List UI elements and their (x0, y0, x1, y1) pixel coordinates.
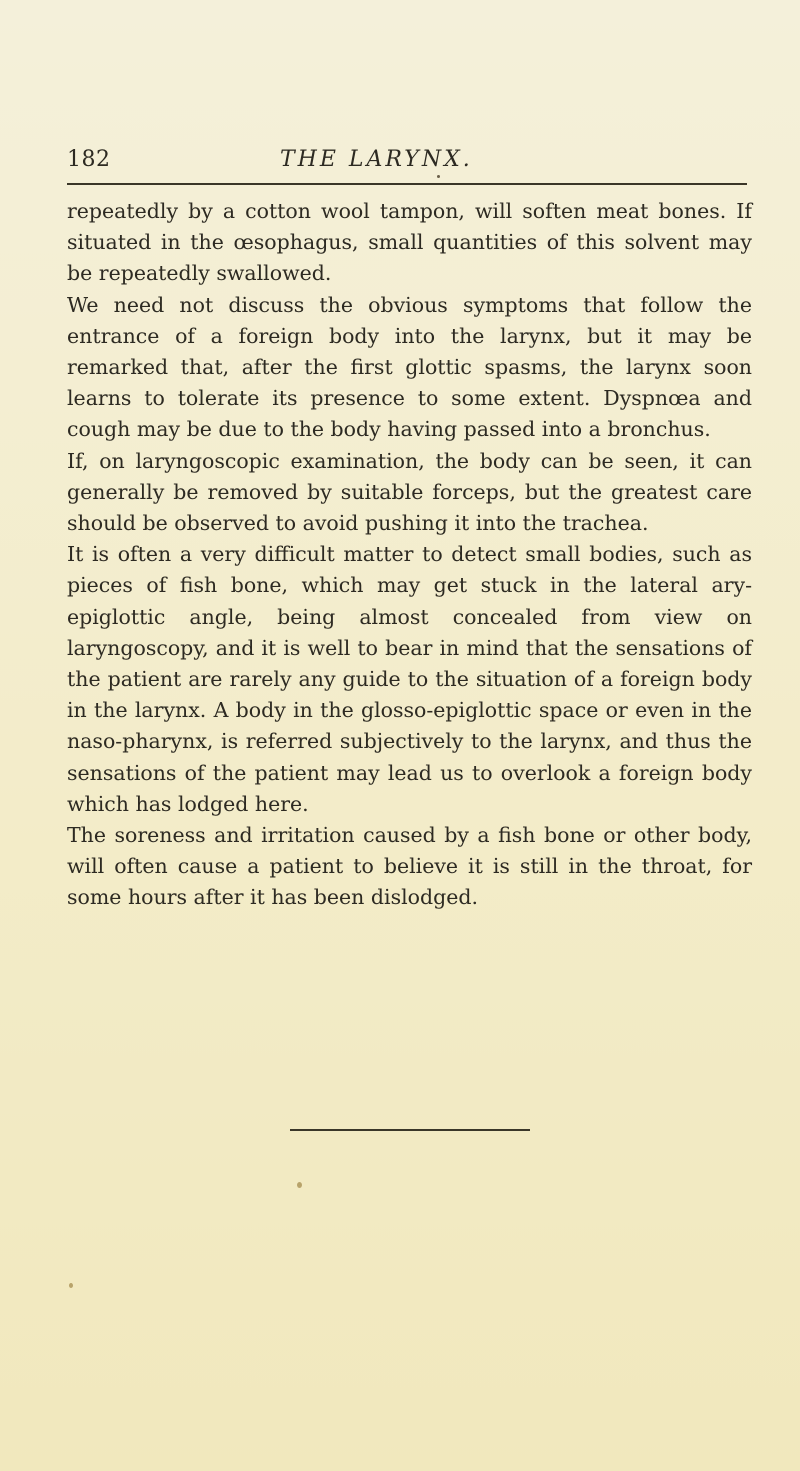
paragraph: It is often a very difficult matter to detect small bodies, such as pieces of fish bone, which may get stuck in the lateral ary-epiglottic angle, being almost concealed from view on laryngoscopy, and it is well to bear in mind that the sensations of the patient are rarely any guide to the situation of a foreign body in the larynx. A body in the glosso-epiglottic space or even in the naso-pharynx, is referred subjectively to the larynx, and thus the sensations of the patient may lead us to overlook a foreign body which has lodged here. (67, 542, 752, 816)
page-number: 182 (67, 147, 111, 172)
paper-speck (437, 175, 440, 178)
chapter-end-rule (290, 1129, 530, 1131)
paragraph: The soreness and irritation caused by a fish bone or other body, will often cause a patient to believe it is still in the throat, for some hours after it has been dislodged. (67, 823, 752, 910)
paper-speck (297, 1182, 302, 1188)
paragraph: If, on laryngoscopic examination, the body can be seen, it can generally be removed by suitable forceps, but the greatest care should be observed to avoid pushing it into the trachea. (67, 448, 752, 536)
body-text (67, 196, 752, 914)
running-head (67, 145, 747, 185)
paper-speck (69, 1283, 73, 1288)
paragraph: We need not discuss the obvious symptoms that follow the entrance of a foreign body into the larynx, but it may be remarked that, after the first glottic spasms, the larynx soon learns to tolerate its presence to some extent. Dyspnœa and cough may be due to the body having passed into a bronchus. (67, 292, 752, 442)
header-rule (67, 183, 747, 185)
running-title: THE LARYNX. (280, 147, 473, 172)
paragraph: repeatedly by a cotton wool tampon, will soften meat bones. If situated in the œsophagus, small quantities of this solvent may be repeatedly swallowed. (67, 199, 752, 286)
